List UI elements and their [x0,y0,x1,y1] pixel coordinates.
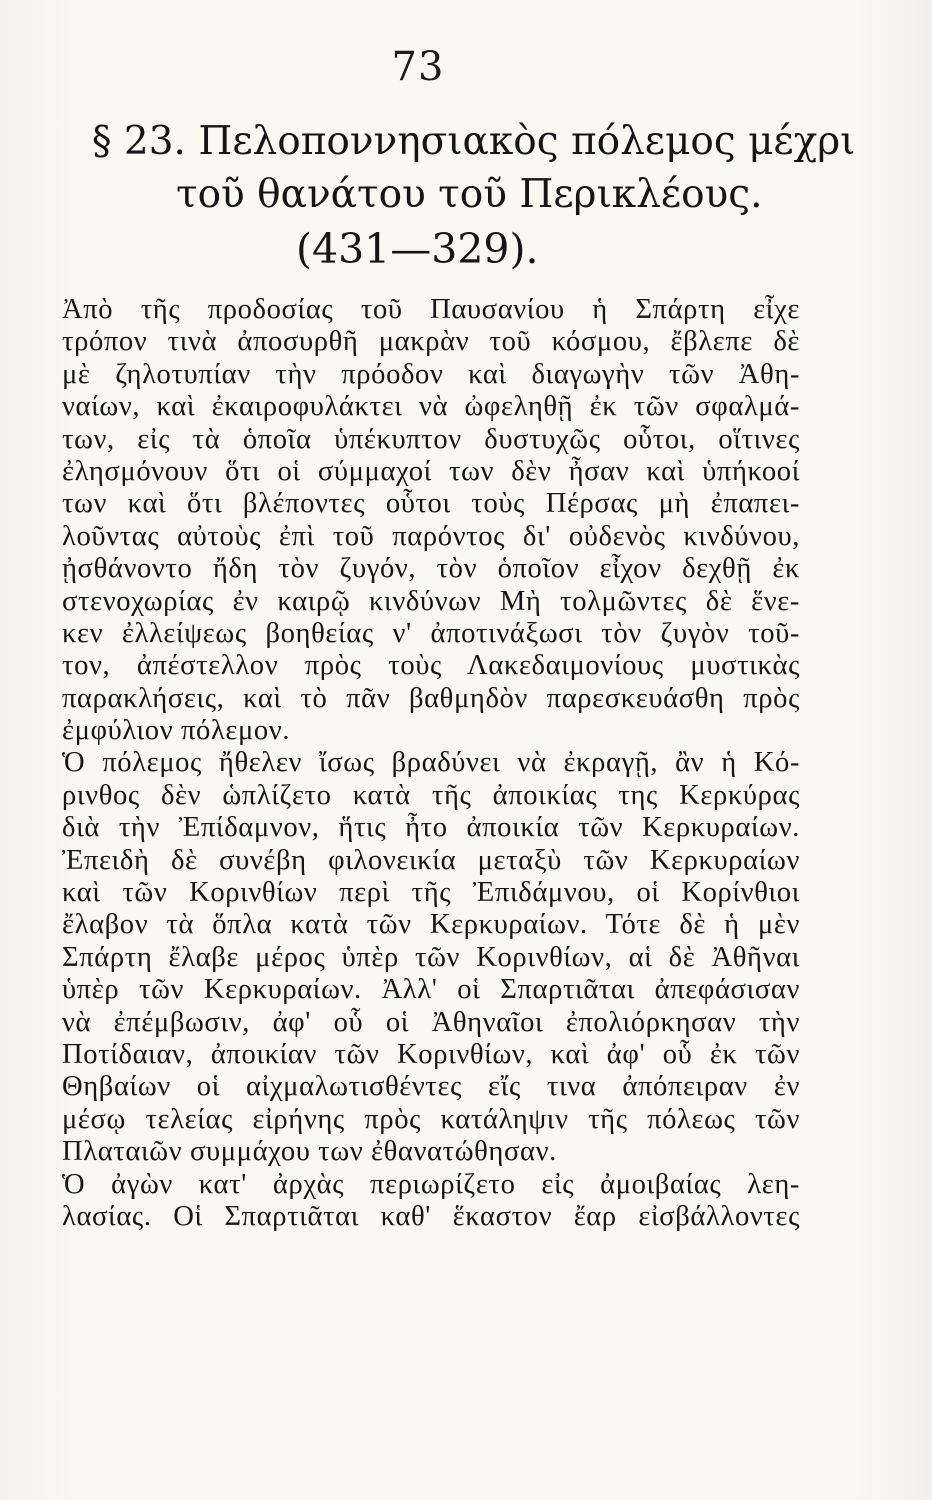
body-text [62,294,800,1233]
text-line: ὑπὲρ τῶν Κερκυραίων. Ἀλλ' οἱ Σπαρτιᾶται ἀπεφάσισαν [62,974,800,1006]
text-line: μέσῳ τελείας εἰρήνης πρὸς κατάληψιν τῆς πόλεως τῶν [62,1103,800,1135]
text-line: Θηβαίων οἱ αἰχμαλωτισθέντες εἴς τινα ἀπόπειραν ἐν [62,1071,800,1103]
text-line: ἔλαβον τὰ ὅπλα κατὰ τῶν Κερκυραίων. Τότε δὲ ἡ μὲν [62,909,800,941]
page-number: 73 [391,44,445,90]
text-line: Ὁ ἀγὼν κατ' ἀρχὰς περιωρίζετο εἰς ἀμοιβαίας λεη- [62,1168,800,1200]
text-line: κεν ἐλλείψεως βοηθείας ν' ἀποτινάξωσι τὸν ζυγὸν τοῦ- [62,617,800,649]
text-line: ρινθος δὲν ὡπλίζετο κατὰ τῆς ἀποικίας της Κερκύρας [62,779,800,811]
section-heading [92,115,856,277]
text-line: τον, ἀπέστελλον πρὸς τοὺς Λακεδαιμονίους μυστικὰς [62,650,800,682]
heading-date-range: (431—329). [296,225,539,273]
text-line: Σπάρτη ἔλαβε μέρος ὑπὲρ τῶν Κορινθίων, αἱ δὲ Ἀθῆναι [62,941,800,973]
text-line: Ποτίδαιαν, ἀποικίαν τῶν Κορινθίων, καὶ ἀφ' οὗ ἐκ τῶν [62,1038,800,1070]
text-line: Πλαταιῶν συμμάχου των ἐθανατώθησαν. [62,1136,557,1168]
text-line: καὶ τῶν Κορινθίων περὶ τῆς Ἐπιδάμνου, οἱ Κορίνθιοι [62,877,800,909]
text-line: παρακλήσεις, καὶ τὸ πᾶν βαθμηδὸν παρεσκευάσθη πρὸς [62,682,800,714]
heading-line-2: τοῦ θανάτου τοῦ Περικλέους. [176,172,763,217]
text-line: ᾐσθάνοντο ἤδη τὸν ζυγόν, τὸν ὁποῖον εἶχον δεχθῇ ἐκ [62,553,800,585]
text-line: των καὶ ὅτι βλέποντες οὗτοι τοὺς Πέρσας μὴ ἐπαπει- [62,488,800,520]
text-line: τρόπον τινὰ ἀποσυρθῆ μακρὰν τοῦ κόσμου, ἔβλεπε δὲ [62,326,800,358]
heading-line-1: § 23. Πελοποννησιακὸς πόλεμος μέχρι [92,119,856,164]
text-line: ναίων, καὶ ἐκαιροφυλάκτει νὰ ὠφεληθῇ ἐκ τῶν σφαλμά- [62,391,800,423]
text-line: λοῦντας αὐτοὺς ἐπὶ τοῦ παρόντος δι' οὐδενὸς κινδύνου, [62,520,800,552]
text-line: Ἀπὸ τῆς προδοσίας τοῦ Παυσανίου ἡ Σπάρτη εἶχε [62,294,800,325]
text-line: ἐμφύλιον πόλεμον. [62,715,291,747]
text-line: διὰ τὴν Ἐπίδαμνον, ἥτις ἦτο ἀποικία τῶν Κερκυραίων. [62,812,800,844]
text-line: στενοχωρίας ἐν καιρῷ κινδύνων Μὴ τολμῶντες δὲ ἕνε- [62,585,800,617]
text-line: λασίας. Οἱ Σπαρτιᾶται καθ' ἕκαστον ἔαρ εἰσβάλλοντες [62,1200,800,1232]
text-line: Ἐπειδὴ δὲ συνέβη φιλονεικία μεταξὺ τῶν Κερκυραίων [62,844,800,876]
text-line: μὲ ζηλοτυπίαν τὴν πρόοδον καὶ διαγωγὴν τῶν Ἀθη- [62,358,800,390]
text-line: Ὁ πόλεμος ἤθελεν ἴσως βραδύνει νὰ ἐκραγῇ, ἂν ἡ Κό- [62,747,800,779]
text-line: ἐλησμόνουν ὅτι οἱ σύμμαχοί των δὲν ἦσαν καὶ ὑπήκοοί [62,455,800,487]
text-line: νὰ ἐπέμβωσιν, ἀφ' οὗ οἱ Ἀθηναῖοι ἐπολιόρκησαν τὴν [62,1006,800,1038]
text-line: των, εἰς τὰ ὁποῖα ὑπέκυπτον δυστυχῶς οὗτοι, οἵτινες [62,423,800,455]
